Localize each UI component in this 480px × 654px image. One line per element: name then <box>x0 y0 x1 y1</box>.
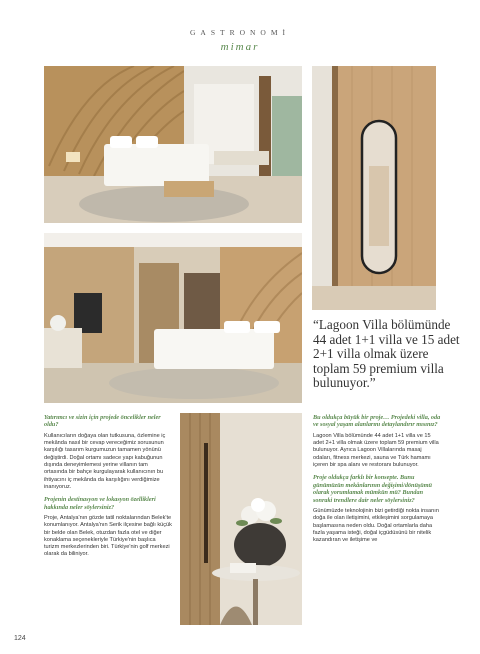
left-column <box>44 414 172 564</box>
suite-photo <box>44 233 302 403</box>
left-question-2: Projenin destinasyon ve lokasyon özellikleri hakkında neler söylersiniz? <box>44 496 156 511</box>
right-paragraph-1: Lagoon Villa bölümünde 44 adet 1+1 villa ve 15 adet 2+1 villa olmak üzere toplam 59 premium villa bulunuyor. Ayrıca Lagoon Villalarında masaj odaları, fitness merkezi, sauna ve Türk hamamı içeren bir spa alanı ve restoranı bulunuyor. <box>313 432 439 468</box>
left-question-1: Yatırımcı ve sizin için projede öncelikler neler oldu? <box>44 414 161 429</box>
mirror-photo <box>312 66 436 310</box>
section-title: GASTRONOMİ <box>189 28 290 37</box>
right-column <box>313 414 441 549</box>
left-paragraph-2: Proje, Antalya'nın gözde tatil noktalarından Belek'te konumlanıyor. Antalya'nın Serik ilçesine bağlı küçük bir belde olan Belek, otuzdan fazla otel ve diğer konaklama seçenekleriyle Türkiye'nin başlıca turizm merkezlerinden biri. Türkiye'nin golf merkezi olarak da biliniyor. <box>44 515 172 558</box>
section-subtitle: mimar <box>220 41 260 53</box>
dining-photo <box>180 413 302 625</box>
bedroom-photo <box>44 66 302 223</box>
right-question-2: Proje oldukça farklı bir konsepte. Bunu günümüzün mekânlarının değişimi/dönüşümü olarak yorumlamak mümkün mü? Bundan sonraki trendlere dair neler söylersiniz? <box>313 474 432 504</box>
left-paragraph-1: Kullanıcıların doğaya olan tutkusuna, özlemine iç mekânda nasıl bir cevap vereceğimiz sorusunun karşılığı tasarım kurgumuzun tamamen yönünü değiştirdi. Doğal ortamı sadece yapı kabuğunun dışında deneyimlemesi yerine villanın tam ortasında bir bahçe kurgulayarak kullanıcının bu ihtiyacını iç mekânda da karşılığını verdiğimize inanıyoruz. <box>44 432 166 490</box>
right-paragraph-2: Günümüzde teknolojinin bizi getirdiği nokta insanın doğa ile olan iletişimini, etkileşimini sorgulamaya başlamasına neden oldu. Doğal ortamlarla daha fazla yaşama isteği, doğal içgüdüsünü bir nitelik kazandıran ve iletişime ve <box>313 507 439 544</box>
page-number: 124 <box>14 635 26 642</box>
pull-quote: “Lagoon Villa bölümünde 44 adet 1+1 villa ve 15 adet 2+1 villa olmak üzere toplam 59 premium villa bulunuyor.” <box>313 317 460 391</box>
right-question-1: Bu oldukça büyük bir proje… Projedeki villa, oda ve sosyal yaşam alanlarını detaylandırır mısınız? <box>313 414 441 429</box>
